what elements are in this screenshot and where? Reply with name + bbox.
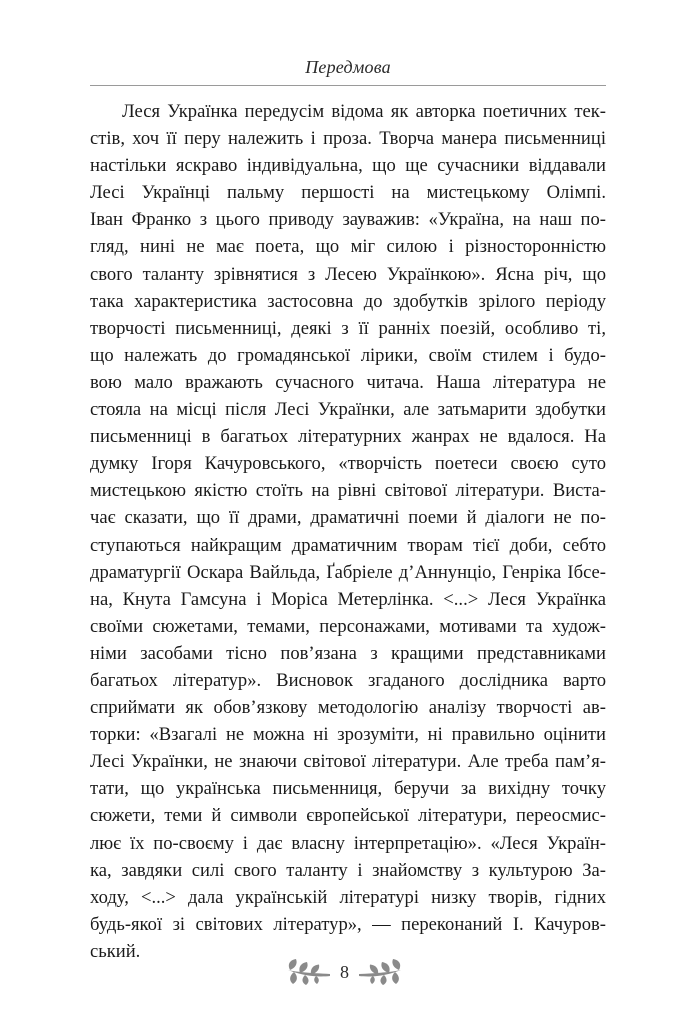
- text-line: торки: «Взагалі не можна ні зрозуміти, ні правильно оцінити: [90, 724, 606, 746]
- page-footer: [0, 955, 689, 989]
- text-line: ка, завдяки силі свого таланту і знайомству з культурою За-: [90, 859, 606, 881]
- text-line: свого таланту зрівнятися з Лесею Українкою». Ясна річ, що: [90, 263, 606, 285]
- text-line: будь-якої зі світових літератур», — переконаний І. Качуров-: [90, 913, 606, 935]
- text-line: Іван Франко з цього приводу зауважив: «Україна, на наш по-: [90, 209, 606, 231]
- header-rule: [90, 85, 606, 86]
- text-line: своїми сюжетами, темами, персонажами, мотивами та худож-: [90, 615, 606, 637]
- body-text: [90, 98, 606, 965]
- text-line: Лесі Українці пальму першості на мистецькому Олімпі.: [90, 182, 606, 204]
- text-line: ський.: [90, 940, 141, 962]
- text-line: лює їх по-своєму і дає власну інтерпретацію». «Леся Україн-: [90, 832, 606, 854]
- text-line: німи засобами тісно пов’язана з кращими представниками: [90, 642, 606, 664]
- page-number: 8: [340, 962, 349, 982]
- text-line: на, Кнута Гамсуна і Моріса Метерлінка. <...> Леся Українка: [90, 588, 606, 610]
- text-line: драматургії Оскара Вайльда, Ґабріеле д’Аннунціо, Генріка Ібсе-: [90, 561, 606, 583]
- text-line: сюжети, теми й символи європейської літератури, переосмис-: [90, 805, 606, 827]
- text-line: ходу, <...> дала українській літературі низку творів, гідних: [90, 886, 606, 908]
- text-line: сприймати як обов’язкову методологію аналізу творчості ав-: [90, 697, 606, 719]
- text-line: думку Ігоря Качуровського, «творчість поетеси своєю суто: [90, 453, 606, 475]
- text-line: творчості письменниці, деякі з її ранніх поезій, особливо ті,: [90, 317, 606, 339]
- text-line: що належать до громадянської лірики, своїм стилем і будо-: [90, 344, 606, 366]
- leaf-ornament-right-icon: [357, 959, 409, 985]
- text-line: стів, хоч її перу належить і проза. Творча манера письменниці: [90, 128, 606, 150]
- text-line: Леся Українка передусім відома як авторка поетичних тек-: [122, 101, 606, 122]
- text-line: вою мало вражають сучасного читача. Наша література не: [90, 371, 606, 393]
- text-line: ступаються найкращим драматичним творам тієї доби, себто: [90, 534, 606, 556]
- text-line: гляд, нині не має поета, що міг силою і різносторонністю: [90, 236, 606, 258]
- leaf-ornament-left-icon: [280, 959, 332, 985]
- text-line: тати, що українська письменниця, беручи за вихідну точку: [90, 778, 606, 800]
- text-line: багатьох літератур». Висновок згаданого дослідника варто: [90, 669, 606, 691]
- text-line: стояла на місці після Лесі Українки, але затьмарити здобутки: [90, 399, 606, 421]
- running-head-title: Передмова: [305, 57, 391, 77]
- text-line: письменниці в багатьох літературних жанрах не вдалося. На: [90, 426, 606, 448]
- text-line: Лесі Українки, не знаючи світової літератури. Але треба пам’я-: [90, 751, 606, 773]
- text-line: чає сказати, що її драми, драматичні поеми й діалоги не по-: [90, 507, 606, 529]
- text-line: мистецькою якістю стоїть на рівні світової літератури. Вистa-: [90, 480, 606, 502]
- text-line: така характеристика застосовна до здобутків зрілого періоду: [90, 290, 606, 312]
- text-line: настільки яскраво індивідуальна, що ще сучасники віддавали: [90, 155, 606, 177]
